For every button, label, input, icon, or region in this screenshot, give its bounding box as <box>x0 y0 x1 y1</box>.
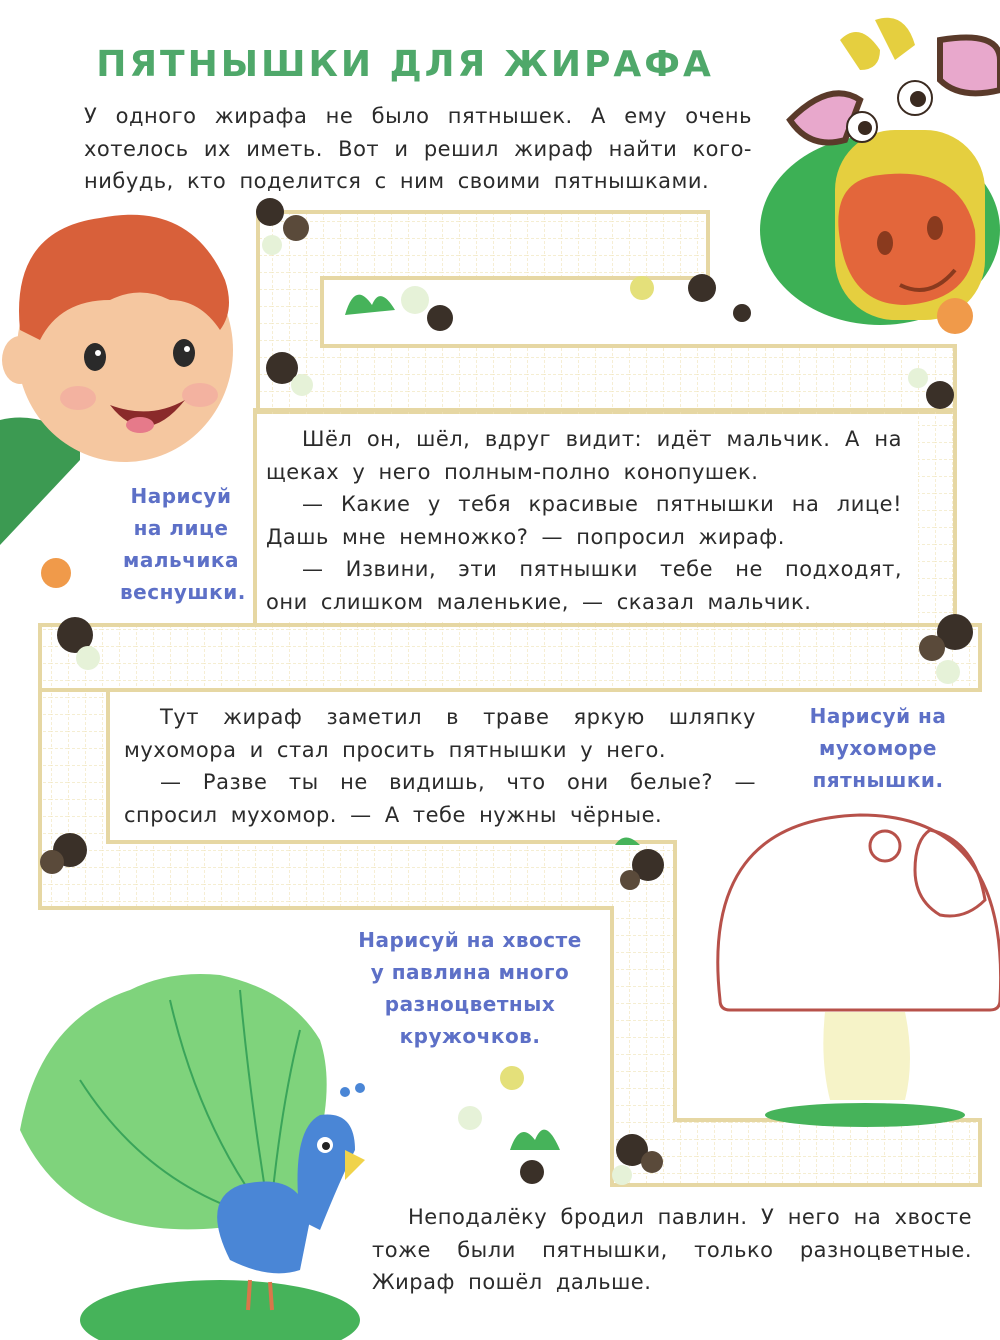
story-boy-paragraph-3: — Извини, эти пятнышки тебе не подходят, они слишком маленькие, — сказал мальчик. <box>266 557 902 614</box>
story-boy-paragraph-1: Шёл он, шёл, вдруг видит: идёт мальчик. А на щеках у него полным-полно конопушек. <box>266 427 902 484</box>
intro-text: У одного жирафа не было пятнышек. А ему очень хотелось их иметь. Вот и решил жираф найти кого-нибудь, кто поделится с ним своими пятнышками. <box>84 104 752 193</box>
story-boy-text <box>266 423 902 618</box>
story-mushroom-paragraph-1: Тут жираф заметил в траве яркую шляпку мухомора и стал просить пятнышки у него. <box>124 705 756 762</box>
story-boy-paragraph-2: — Какие у тебя красивые пятнышки на лице! Дашь мне немножко? — попросил жираф. <box>266 492 902 549</box>
page-title: ПЯТНЫШКИ ДЛЯ ЖИРАФА <box>96 44 714 85</box>
mushroom-illustration <box>718 815 1000 1127</box>
task-mushroom-spots: Нарисуй на мухоморе пятнышки. <box>809 704 947 792</box>
story-mushroom-paragraph-2: — Разве ты не видишь, что они белые? — спросил мухомор. — А тебе нужны чёрные. <box>124 770 756 827</box>
story-peacock-text: Неподалёку бродил павлин. У него на хвосте тоже были пятнышки, только разноцветные. Жираф пошёл дальше. <box>372 1205 972 1294</box>
peacock-illustration <box>20 974 365 1340</box>
task-peacock-circles: Нарисуй на хвосте у павлина много разноцветных кружочков. <box>358 928 582 1048</box>
task-boy-freckles: Нарисуй на лице мальчика веснушки. <box>120 484 246 604</box>
story-mushroom-text <box>124 701 756 831</box>
